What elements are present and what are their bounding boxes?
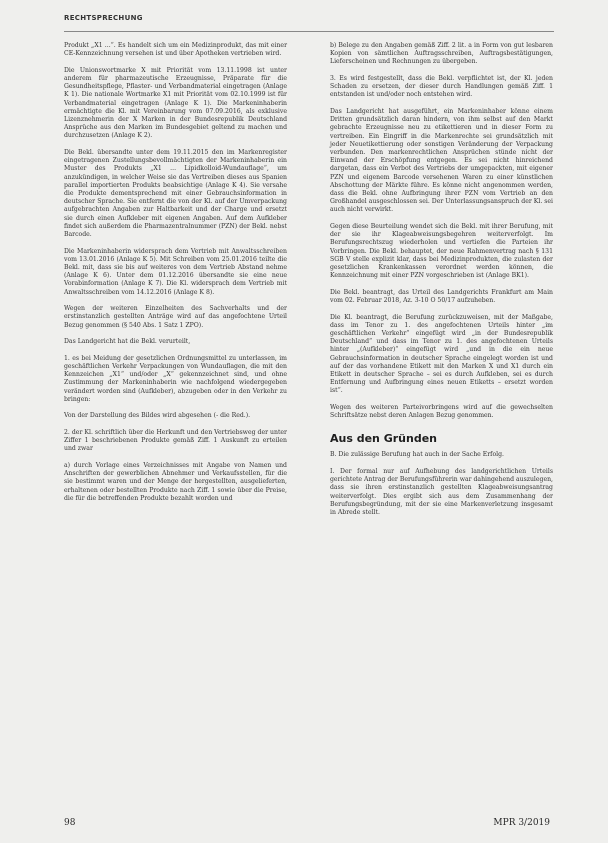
paragraph: Die Bekl. übersandte unter dem 19.11.2015 den im Markenregister eingetragenen Zustellungsbevollmächtigten der Markeninhaberin ein Muster des Produkts „X1 ... Lipidkolloid-Wundauflage“, um anzukündigen, in welcher Weise sie das Vertreiben dieses aus Spanien parallel importierten Produkts beabsichtige (Anlage K 4). Sie versahe die Produkte dementsprechend mit einer Gebrauchsinformation in deutscher Sprache. Sie entfernt die von der Kl. auf der Umverpackung aufgebrachten Angaben zur Haltbarkeit und der Charge und ersetzt sie durch einen Aufkleber mit eigenen Angaben. Auf dem Aufkleber findet sich außerdem die Pharmazentralnummer (PZN) der Bekl. nebst Barcode. bbox=[64, 149, 287, 239]
paragraph: B. Die zulässige Berufung hat auch in der Sache Erfolg. bbox=[330, 451, 504, 459]
paragraph: b) Belege zu den Angaben gemäß Ziff. 2 lit. a in Form von gut lesbaren Kopien von sämtlichen Auftragsschreiben, Auftragsbestätigungen, Lieferscheinen und Rechnungen zu übergeben. bbox=[330, 42, 553, 66]
left-column bbox=[64, 42, 287, 511]
right-column bbox=[330, 42, 553, 526]
page-number: 98 bbox=[64, 818, 76, 828]
paragraph: 1. es bei Meidung der gesetzlichen Ordnungsmittel zu unterlassen, im geschäftlichen Verkehr Verpackungen von Wundauflagen, die mit den Kennzeichen „X1“ und/oder „X“ gekennzeichnet sind, und ohne Zustimmung der Markeninhaberin wie nachfolgend wiedergegeben verändert worden sind (Aufkleber), abzugeben oder in den Verkehr zu bringen: bbox=[64, 354, 287, 403]
paragraph: Das Landgericht hat die Bekl. verurteilt, bbox=[64, 338, 191, 346]
paragraph: 3. Es wird festgestellt, dass die Bekl. verpflichtet ist, der Kl. jeden Schaden zu ersetzen, der dieser durch Handlungen gemäß Ziff. 1 entstanden ist und/oder noch entstehen wird. bbox=[330, 75, 553, 99]
paragraph: Die Bekl. beantragt, das Urteil des Landgerichts Frankfurt am Main vom 02. Februar 2018, Az. 3-10 O 50/17 aufzuheben. bbox=[330, 288, 553, 305]
paragraph: 2. der Kl. schriftlich über die Herkunft und den Vertriebsweg der unter Ziffer 1 beschriebenen Produkte gemäß Ziff. 1 Auskunft zu erteilen und zwar bbox=[64, 429, 287, 453]
section-heading: Aus den Gründen bbox=[330, 432, 437, 446]
paragraph: a) durch Vorlage eines Verzeichnisses mit Angabe von Namen und Anschriften der gewerblichen Abnehmer und Verkaufsstellen, für die sie bestimmt waren und der Menge der hergestellten, ausgelieferten, erhaltenen oder bestellten Produkte nach Ziff. 1 sowie über die Preise, die für die betreffenden Produkte bezahlt worden und bbox=[64, 462, 287, 502]
paragraph: Die Kl. beantragt, die Berufung zurückzuweisen, mit der Maßgabe, dass im Tenor zu 1. des angefochtenen Urteils hinter „im geschäftlichen Verkehr“ eingefügt wird „in der Bundesrepublik Deutschland“ und dass im Tenor zu 1. des angefochtenen Urteils hinter „(Aufkleber)“ eingefügt wird „und in die ein neue Gebrauchsinformation in deutscher Sprache eingelegt worden ist und auf der das vorhandene Etikett mit den Marken X und X1 durch ein Etikett in deutscher Sprache – sei es durch Aufkleben, sei es durch Entfernung und Aufbringung eines neuen Etiketts – ersetzt worden ist“. bbox=[330, 313, 553, 395]
paragraph: Wegen des weiteren Parteivorbringens wird auf die gewechselten Schriftsätze nebst deren Anlagen Bezug genommen. bbox=[330, 404, 553, 420]
paragraph: Die Unionswortmarke X mit Priorität vom 13.11.1998 ist unter anderem für pharmazeutische Erzeugnisse, Präparate für die Gesundheitspflege, Pflaster- und Verbandmaterial eingetragen (Anlage K 1). Die nationale Wortmarke X1 mit Priorität vom 02.10.1999 ist für Verbandmaterial eingetragen (Anlage K 1). Die Markeninhaberin ermächtigte die Kl. mit Vereinbarung vom 07.09.2016, als exklusive Lizenznehmerin der X Marken in der Bundesrepublik Deutschland Ansprüche aus den Marken im Bundesgebiet geltend zu machen und durchzusetzen (Anlage K 2). bbox=[64, 66, 287, 140]
journal-issue: MPR 3/2019 bbox=[493, 818, 550, 828]
header-rule bbox=[64, 31, 554, 32]
paragraph: I. Der formal nur auf Aufhebung des landgerichtlichen Urteils gerichtete Antrag der Berufungsführerin war dahingehend auszulegen, dass sie ihren erstinstanzlich gestellten Klageabweisungsantrag weiterverfolgt. Dies ergibt sich aus dem Zusammenhang der Berufungsbegründung, mit der sie eine Markenverletzung insgesamt in Abrede stellt. bbox=[330, 468, 553, 517]
paragraph: Von der Darstellung des Bildes wird abgesehen (- die Red.). bbox=[64, 412, 251, 420]
section-header: RECHTSPRECHUNG bbox=[64, 14, 143, 22]
paragraph: Die Markeninhaberin widersprach dem Vertrieb mit Anwaltsschreiben vom 13.01.2016 (Anlage K 5). Mit Schreiben vom 25.01.2016 teilte die Bekl. mit, dass sie bis auf weiteres von dem Vertrieb Abstand nehme (Anlage K 6). Unter dem 01.12.2016 übersandte sie eine neue Vorabinformation (Anlage K 7). Die Kl. widersprach dem Vertrieb mit Anwaltsschreiben vom 14.12.2016 (Anlage K 8). bbox=[64, 247, 287, 296]
paragraph: Das Landgericht hat ausgeführt, ein Markeninhaber könne einem Dritten grundsätzlich daran hindern, von ihm selbst auf den Markt gebrachte Erzeugnisse neu zu etikettieren und in dieser Form zu vertreiben. Ein Eingriff in die Markenrechte sei grundsätzlich mit jeder Neuetikettierung oder sonstigen Veränderung der Verpackung verbunden. Den markenrechtlichen Ansprüchen stünde nicht der Einwand der Erschöpfung entgegen. Es sei nicht hinreichend dargetan, dass ein Verbot des Vertriebs der umgepackten, mit eigener PZN und eigenem Barcode versehenen Waren zu einer künstlichen Abschottung der Märkte führe. Es könne nicht angenommen werden, dass die Bekl. ohne Aufbringung ihrer PZN vom Vertrieb an den Großhandel ausgeschlossen sei. Der Unterlassungsanspruch der Kl. sei auch nicht verwirkt. bbox=[330, 108, 553, 214]
paragraph: Produkt „X1 ...“. Es handelt sich um ein Medizinprodukt, das mit einer CE-Kennzeichnung versehen ist und über Apotheken vertrieben wird. bbox=[64, 42, 287, 58]
paragraph: Gegen diese Beurteilung wendet sich die Bekl. mit ihrer Berufung, mit der sie ihr Klageabweisungsbegehren weiterverfolgt. Im Berufungsrechtszug wiederholen und vertiefen die Parteien ihr Vorbringen. Die Bekl. behauptet, der neue Rahmenvertrag nach § 131 SGB V stelle explizit klar, dass bei Medizinprodukten, die zulasten der gesetzlichen Krankenkassen verordnet werden können, die Kennzeichnung mit einer PZN vorgeschrieben ist (Anlage BK1). bbox=[330, 223, 553, 280]
paragraph: Wegen der weiteren Einzelheiten des Sachverhalts und der erstinstanzlich gestellten Anträge wird auf das angefochtene Urteil Bezug genommen (§ 540 Abs. 1 Satz 1 ZPO). bbox=[64, 305, 287, 329]
